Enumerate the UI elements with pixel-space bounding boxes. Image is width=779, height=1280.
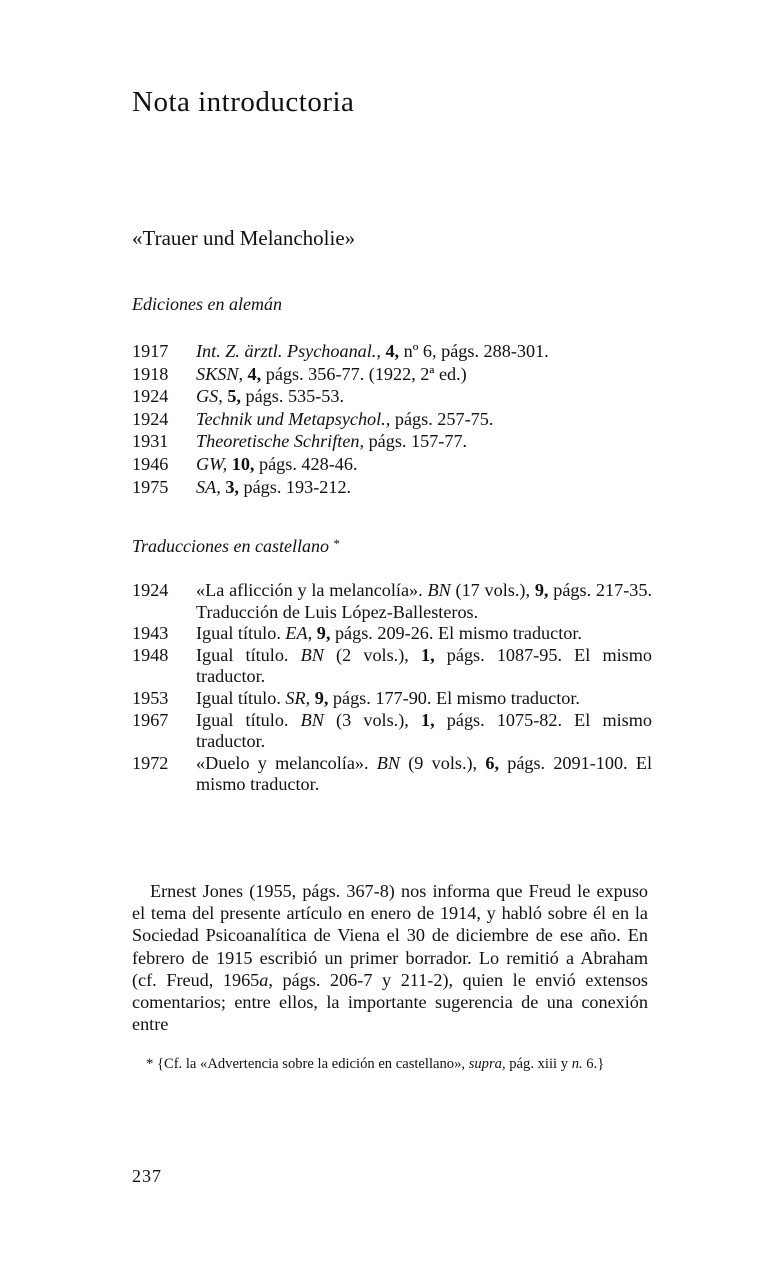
footnote xyxy=(132,1055,648,1074)
translation-title: Igual título. xyxy=(196,644,301,665)
translation-volume: 9, xyxy=(314,687,329,708)
edition-publication: Int. Z. ärztl. Psychoanal., xyxy=(196,341,381,361)
work-title: «Trauer und Melancholie» xyxy=(132,226,356,250)
translation-detail: págs. 177-90. El mismo traductor. xyxy=(328,687,580,708)
list-item xyxy=(132,753,652,796)
translation-volume: 6, xyxy=(485,752,499,773)
translation-publication: BN xyxy=(300,709,324,730)
edition-publication: SA, xyxy=(196,476,221,497)
translation-volume: 9, xyxy=(534,580,549,600)
edition-detail: págs. 428-46. xyxy=(254,453,358,474)
translation-year: 1953 xyxy=(132,687,169,708)
editions-heading: Ediciones en alemán xyxy=(132,294,282,314)
edition-year: 1975 xyxy=(132,476,169,497)
footnote-text-3: 6.} xyxy=(582,1056,605,1072)
edition-year: 1924 xyxy=(132,386,169,407)
list-item xyxy=(132,340,652,363)
translation-title: «Duelo y melancolía». xyxy=(196,752,377,773)
list-item xyxy=(132,476,652,499)
body-text-continued: , págs. 206-7 y 211-2), quien le envió extensos comentarios; entre ellos, la importante sugerencia de una conexión entre xyxy=(132,969,648,1035)
edition-publication: GW, xyxy=(196,453,228,474)
translation-detail: págs. 2091-100. El mismo traductor. xyxy=(196,752,652,795)
translation-volume: 1, xyxy=(420,709,435,730)
list-item xyxy=(132,363,652,386)
edition-publication: Theoretische Schriften, xyxy=(196,431,365,452)
edition-detail: págs. 535-53. xyxy=(240,386,345,407)
list-item xyxy=(132,645,652,688)
translation-publication: BN xyxy=(427,580,451,600)
page-number: 237 xyxy=(132,1166,162,1186)
translations-list xyxy=(132,580,652,796)
translation-publication: BN xyxy=(300,644,324,665)
translation-year: 1943 xyxy=(132,623,169,644)
translation-title: Igual título. xyxy=(196,687,286,708)
list-item xyxy=(132,623,652,645)
translation-volumes: (9 vols.), xyxy=(400,752,486,773)
body-italic: a xyxy=(259,969,269,990)
list-item xyxy=(132,385,652,408)
footnote-text: {Cf. la «Advertencia sobre la edición en castellano», xyxy=(156,1056,469,1072)
body-text: Ernest Jones (1955, págs. 367-8) nos informa que Freud le expuso el tema del presente artículo en enero de 1914, y habló sobre él en la Sociedad Psicoanalítica de Viena el 30 de diciembre de ese año. En febrero de 1915 escribió un primer borrador. Lo remitió a Abraham (cf. Freud, 1965 xyxy=(132,881,648,990)
edition-volume: 4, xyxy=(247,363,262,384)
edition-volume: 10, xyxy=(231,453,255,474)
list-item xyxy=(132,408,652,431)
list-item xyxy=(132,710,652,753)
edition-detail: nº 6, págs. 288-301. xyxy=(399,341,549,361)
edition-detail: págs. 193-212. xyxy=(238,476,352,497)
edition-year: 1931 xyxy=(132,431,169,452)
list-item xyxy=(132,430,652,453)
translation-year: 1924 xyxy=(132,580,169,600)
edition-volume: 4, xyxy=(385,341,400,361)
edition-year: 1918 xyxy=(132,363,169,384)
translation-detail: págs. 1087-95. El mismo traductor. xyxy=(196,644,652,687)
translation-publication: EA, xyxy=(285,623,313,644)
edition-detail: págs. 157-77. xyxy=(364,431,468,452)
edition-year: 1924 xyxy=(132,408,169,429)
translation-publication: SR, xyxy=(285,687,311,708)
translations-heading-text: Traducciones en castellano xyxy=(132,536,329,556)
edition-year: 1917 xyxy=(132,341,169,361)
translation-year: 1972 xyxy=(132,752,169,773)
edition-detail: págs. 356-77. (1922, 2ª ed.) xyxy=(261,363,467,384)
footnote-italic-n: n. xyxy=(571,1056,583,1072)
translation-volumes: (2 vols.), xyxy=(323,644,421,665)
edition-volume: 3, xyxy=(225,476,239,497)
edition-volume: 5, xyxy=(227,386,241,407)
translation-title: Igual título. xyxy=(196,709,301,730)
list-item xyxy=(132,688,652,710)
translation-volumes: (3 vols.), xyxy=(323,709,421,730)
edition-year: 1946 xyxy=(132,453,169,474)
footnote-marker: * xyxy=(333,536,340,551)
translation-volume: 9, xyxy=(316,623,331,644)
page-title: Nota introductoria xyxy=(132,86,355,118)
edition-detail: págs. 257-75. xyxy=(390,408,494,429)
translation-volumes: (17 vols.), xyxy=(450,580,535,600)
edition-publication: Technik und Metapsychol., xyxy=(196,408,391,429)
translation-year: 1967 xyxy=(132,709,169,730)
translation-year: 1948 xyxy=(132,644,169,665)
list-item xyxy=(132,453,652,476)
translation-detail: págs. 209-26. El mismo traductor. xyxy=(330,623,582,644)
editions-list xyxy=(132,340,652,498)
translation-detail: págs. 1075-82. El mismo traductor. xyxy=(196,709,652,752)
translation-title: «La aflicción y la melancolía». xyxy=(196,580,428,600)
translation-publication: BN xyxy=(376,752,401,773)
edition-publication: SKSN, xyxy=(196,363,243,384)
translation-title: Igual título. xyxy=(196,623,286,644)
translation-detail: págs. 217-35. Traducción de Luis López-Ballesteros. xyxy=(196,580,652,622)
footnote-mark: * xyxy=(146,1056,154,1072)
list-item xyxy=(132,580,652,623)
footnote-italic: supra xyxy=(468,1056,502,1072)
edition-publication: GS, xyxy=(196,386,223,407)
body-paragraph xyxy=(132,880,648,1035)
footnote-text-2: , pág. xiii y xyxy=(501,1056,572,1072)
translation-volume: 1, xyxy=(420,644,435,665)
translations-heading xyxy=(132,536,340,557)
